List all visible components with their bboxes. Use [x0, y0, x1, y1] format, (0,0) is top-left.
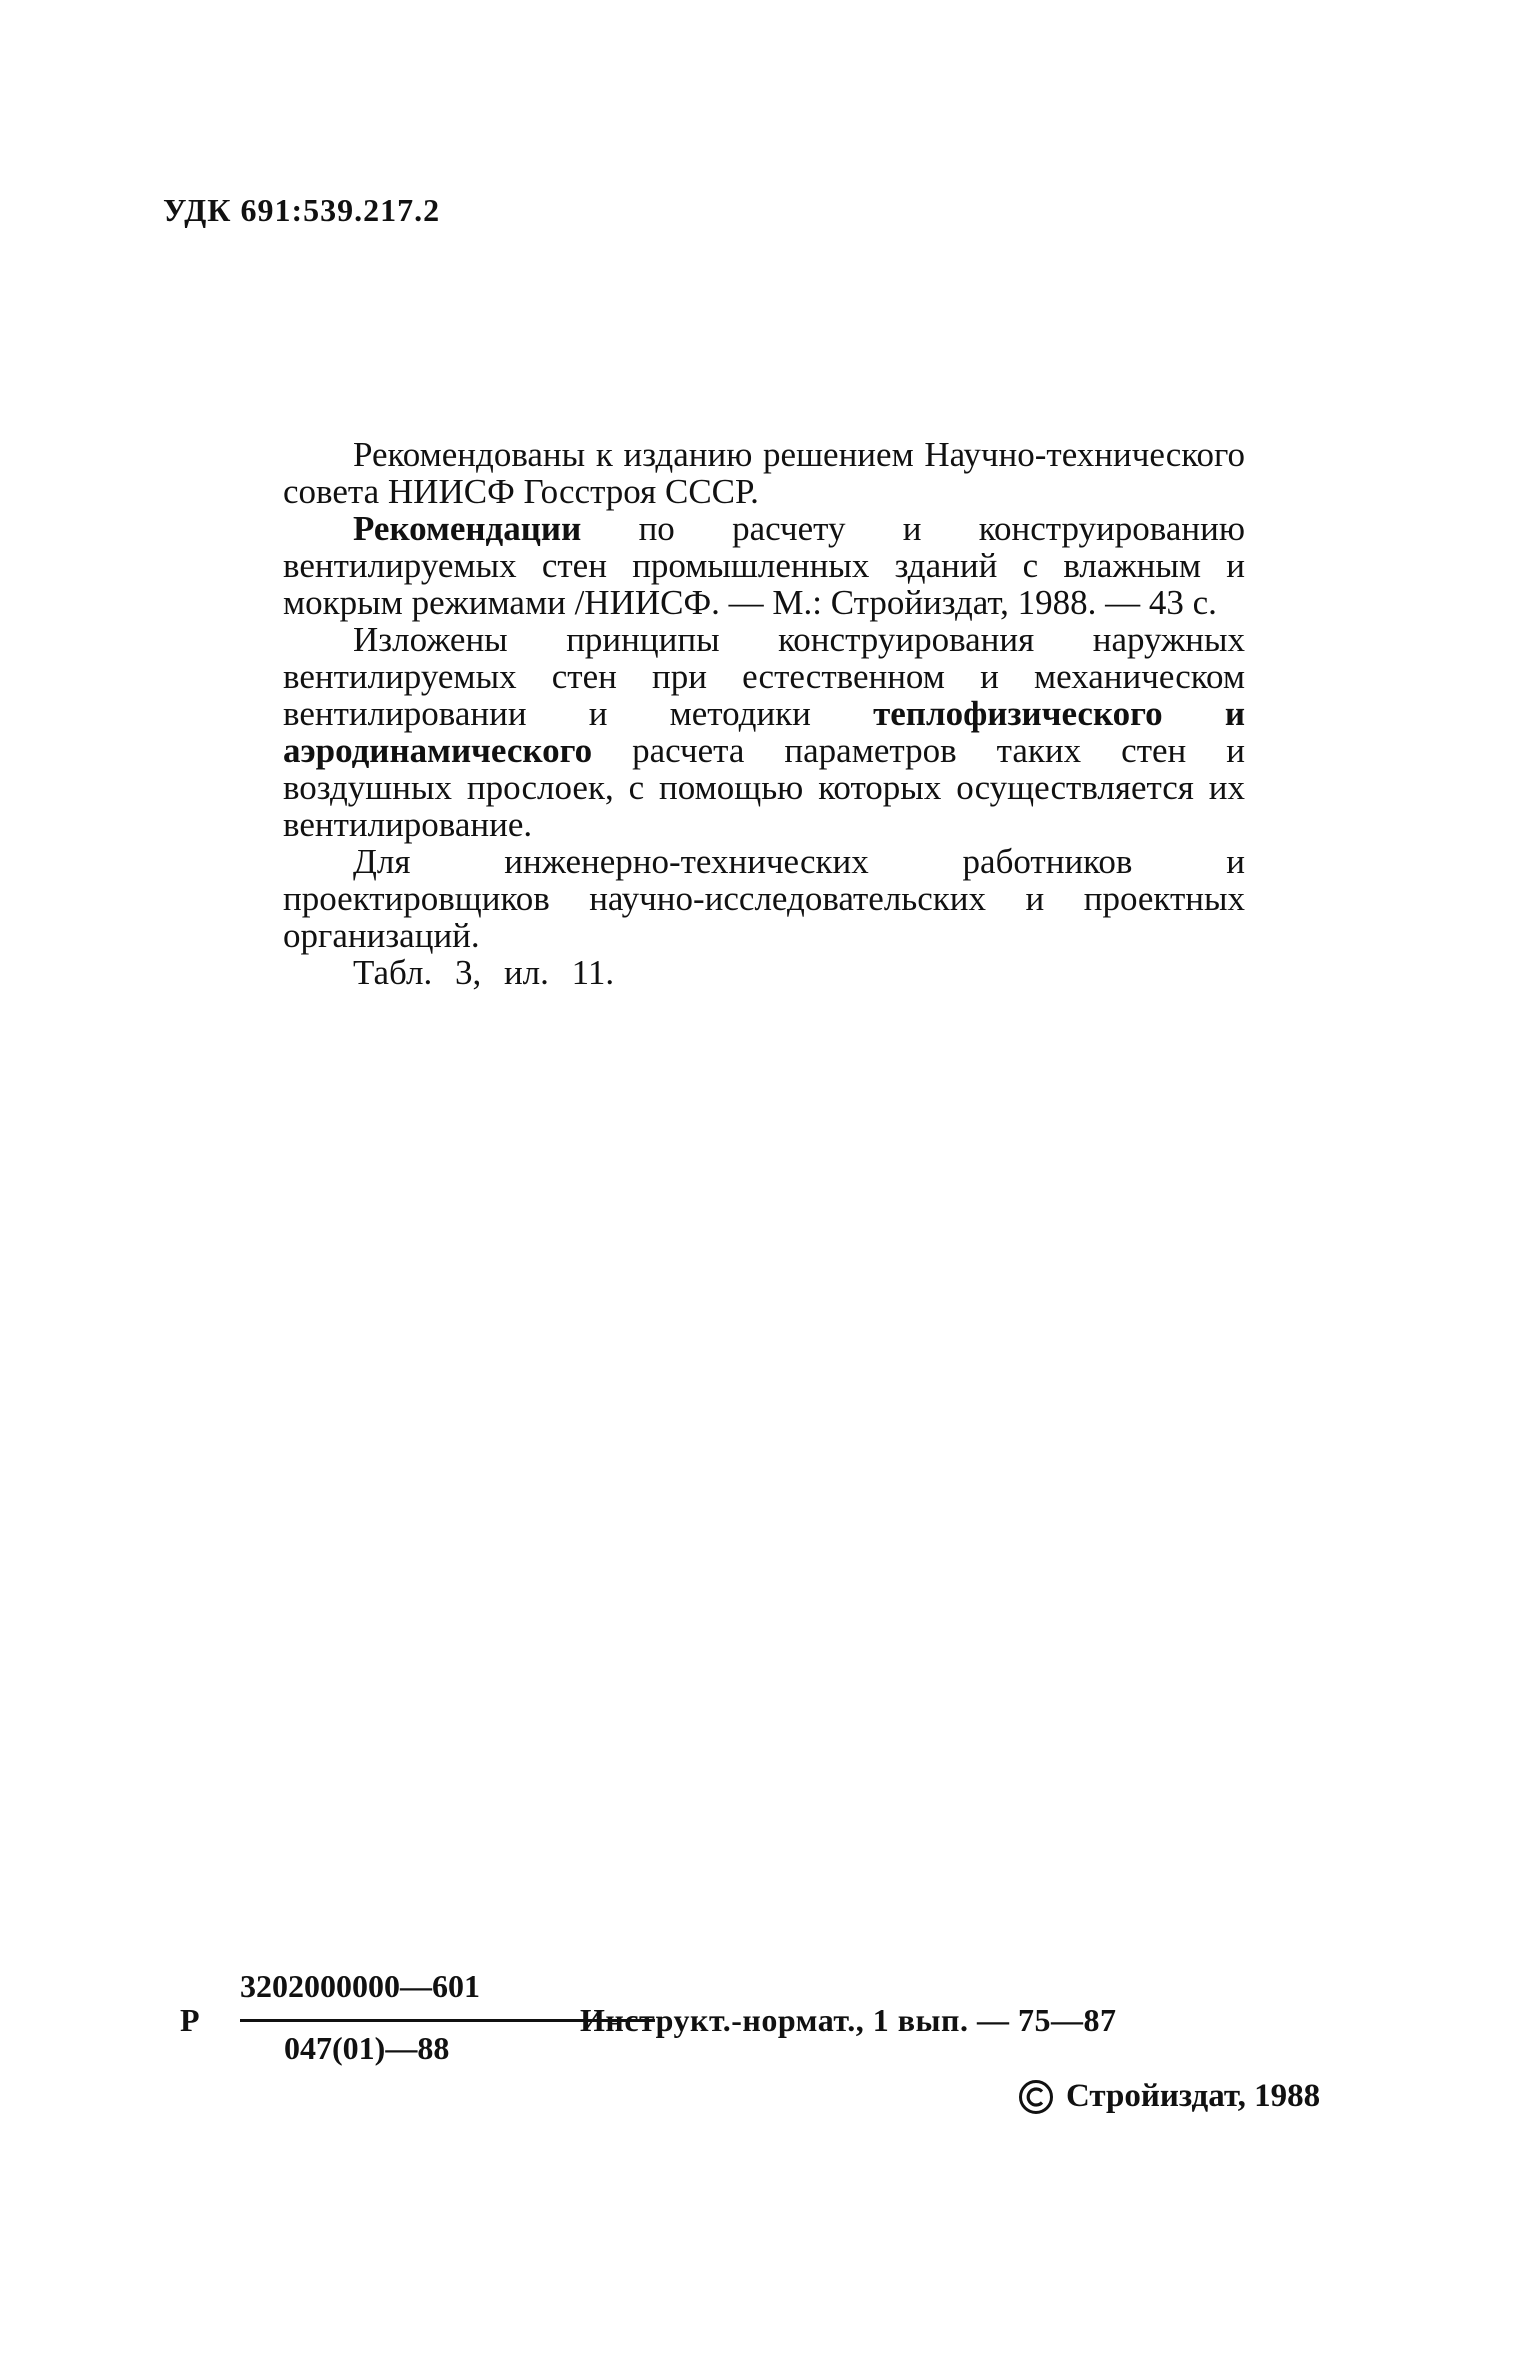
- bibliographic-reference: [283, 510, 1245, 621]
- copyright-icon: [1018, 2079, 1054, 2115]
- code-numerator: 3202000000—601: [240, 1968, 480, 2004]
- copyright-line: [1018, 2078, 1320, 2115]
- audience-text: Для инженерно-технических работников и проектировщиков научно-исследовательских и проектных организаций.: [283, 842, 1245, 955]
- abstract: [283, 436, 1245, 991]
- recommendation-text: Рекомендованы к изданию решением Научно-технического совета НИИСФ Госстроя СССР.: [283, 435, 1245, 511]
- udc-code: УДК 691:539.217.2: [163, 192, 441, 228]
- summary-text-end: расчета параметров таких стен и воздушных прослоек, с помощью которых осуществляется их вентилирование.: [283, 731, 1245, 844]
- bibliographic-code: [180, 1968, 1380, 2078]
- bibliographic-details: по расчету и конструированию вентилируемых стен промышленных зданий с влажным и мокрым режимами /НИИСФ. — М.: Стройиздат, 1988. — 43 с.: [283, 509, 1245, 622]
- tables-illustrations: [283, 954, 1245, 991]
- tables-illustrations-text: Табл. 3, ил. 11.: [353, 953, 615, 992]
- copyright-text: Стройиздат, 1988: [1066, 2078, 1321, 2114]
- code-letter: Р: [180, 2002, 200, 2038]
- book-title: Рекомендации: [353, 509, 582, 548]
- summary-bold-text: теплофизического и аэродинамического: [283, 694, 1245, 770]
- recommendation-note: [283, 436, 1245, 510]
- code-denominator: 047(01)—88: [284, 2030, 450, 2066]
- publication-info: Инструкт.-нормат., 1 вып. — 75—87: [580, 2002, 1117, 2038]
- audience-paragraph: [283, 843, 1245, 954]
- summary-text-start: Изложены принципы конструирования наружных вентилируемых стен при естественном и механическом вентилировании и методики: [283, 620, 1245, 733]
- summary-paragraph: [283, 621, 1245, 843]
